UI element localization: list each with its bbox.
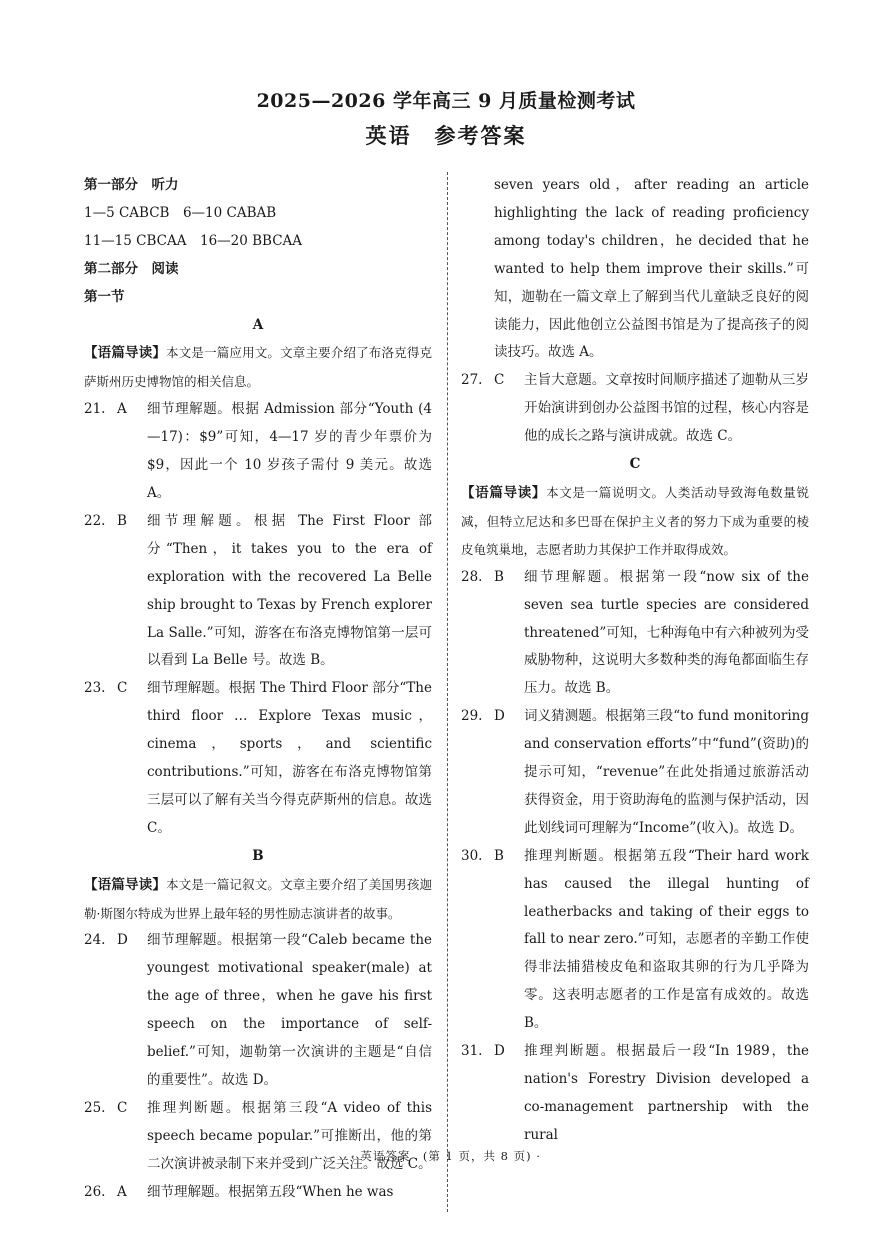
question-number: 28. (461, 568, 483, 585)
listening-answers-1: 1—5 CABCB 6—10 CABAB (84, 204, 277, 221)
question-explanation: 细节理解题。根据 The First Floor 部分“Then，it takes you to the era of exploration with the recovered La Belle ship brought to Texas by French explorer La Salle.”可知，游客在布洛克博物馆第一层可以看到 La Belle 号。故选 B。 (147, 512, 432, 669)
question-25 (84, 1095, 432, 1179)
question-answer: D (494, 1043, 505, 1060)
section1-heading: 第一节 (84, 288, 125, 305)
question-answer: C (494, 372, 505, 389)
passage-a-guide (84, 339, 432, 396)
question-answer: D (494, 708, 505, 725)
question-number: 21. (84, 401, 106, 418)
question-explanation: 推理判断题。根据最后一段“In 1989，the nation's Forestry Division developed a co-management partnership with the rural (524, 1043, 809, 1143)
question-number: 30. (461, 847, 483, 864)
question-number: 31. (461, 1043, 483, 1060)
guide-label: 【语篇导读】 (84, 345, 167, 362)
question-number: 27. (461, 372, 483, 389)
question-explanation: 推理判断题。根据第五段“Their hard work has caused the illegal hunting of leatherbacks and taking of their eggs to fall to near zero.”可知，志愿者的辛勤工作使得非法捕猎棱皮龟和盗取其卵的行为几乎降为零。这表明志愿者的工作是富有成效的。故选 B。 (524, 847, 809, 1032)
guide-label: 【语篇导读】 (84, 876, 167, 893)
question-explanation: 细节理解题。根据 The Third Floor 部分“The third floor … Explore Texas music，cinema，sports，and scientific contributions.”可知，游客在布洛克博物馆第三层可以了解有关当今得克萨斯州的信息。故选 C。 (147, 680, 432, 836)
question-answer: A (117, 1183, 127, 1200)
question-answer: C (117, 1099, 128, 1116)
question-number: 24. (84, 932, 106, 949)
question-explanation: 主旨大意题。文章按时间顺序描述了迦勒从三岁开始演讲到创办公益图书馆的过程，核心内容是他的成长之路与演讲成就。故选 C。 (524, 372, 809, 445)
passage-b-guide (84, 871, 432, 928)
question-answer: B (117, 512, 127, 529)
question-22 (84, 508, 432, 675)
passage-c-heading: C (629, 456, 641, 473)
page-footer: · 英语答案 (第 1 页，共 8 页) · (351, 1149, 541, 1163)
guide-label: 【语篇导读】 (461, 484, 547, 501)
question-21 (84, 396, 432, 508)
question-explanation: 细节理解题。根据第五段“When he was (147, 1183, 394, 1200)
question-answer: B (494, 847, 504, 864)
question-24 (84, 927, 432, 1094)
question-31 (461, 1038, 809, 1150)
listening-answers-2: 11—15 CBCAA 16—20 BBCAA (84, 232, 303, 249)
guide-text: 本文是一篇应用文。文章主要介绍了布洛克得克萨斯州历史博物馆的相关信息。 (84, 345, 432, 390)
question-explanation: 细节理解题。根据第一段“Caleb became the youngest motivational speaker(male) at the age of three，when he gave his first speech on the importance of self-belief.”可知，迦勒第一次演讲的主题是“自信的重要性”。故选 D。 (147, 932, 432, 1088)
column-divider (447, 172, 448, 1212)
left-column (84, 172, 432, 1207)
question-answer: B (494, 568, 504, 585)
question-number: 22. (84, 512, 106, 529)
question-27 (461, 367, 809, 451)
question-explanation: 细节理解题。根据 Admission 部分“Youth (4—17)：$9”可知，4—17 岁的青少年票价为 $9，因此一个 10 岁孩子需付 9 美元。故选 A。 (147, 401, 432, 501)
question-answer: A (117, 401, 127, 418)
question-number: 23. (84, 680, 106, 697)
question-30 (461, 843, 809, 1038)
question-26-continued: seven years old，after reading an article highlighting the lack of reading proficiency among today's children，he decided that he wanted to help them improve their skills.”可知，迦勒在一篇文章上了解到当代儿童缺乏良好的阅读能力，因此他创立公益图书馆是为了提高孩子的阅读技巧。故选 A。 (494, 177, 809, 361)
passage-a-heading: A (252, 316, 264, 333)
question-23 (84, 675, 432, 842)
passage-c-guide (461, 479, 809, 564)
question-26 (84, 1179, 432, 1207)
guide-text: 本文是一篇说明文。人类活动导致海龟数量锐减，但特立尼达和多巴哥在保护主义者的努力下成为重要的棱皮龟筑巢地，志愿者助力其保护工作并取得成效。 (461, 484, 809, 557)
question-number: 29. (461, 708, 483, 725)
question-answer: D (117, 932, 128, 949)
passage-b-heading: B (252, 847, 264, 864)
part1-heading: 第一部分 听力 (84, 177, 179, 193)
right-column (461, 172, 809, 1150)
guide-text: 本文是一篇记叙文。文章主要介绍了美国男孩迦勒·斯图尔特成为世界上最年轻的男性励志演讲者的故事。 (84, 876, 432, 921)
question-number: 26. (84, 1183, 106, 1200)
question-number: 25. (84, 1099, 106, 1116)
question-explanation: 词义猜测题。根据第三段“to fund monitoring and conservation efforts”中“fund”(资助)的提示可知，“revenue”在此处指通过旅游活动获得资金，用于资助海龟的监测与保护活动，因此划线词可理解为“Income”(收入)。故选 D。 (524, 708, 809, 836)
question-29 (461, 703, 809, 843)
question-explanation: 细节理解题。根据第一段“now six of the seven sea turtle species are considered threatened”可知，七种海龟中有六种被列为受威胁物种，这说明大多数种类的海龟都面临生存压力。故选 B。 (524, 568, 809, 697)
part2-heading: 第二部分 阅读 (84, 260, 179, 277)
page-subtitle: 英语 参考答案 (365, 123, 527, 148)
question-answer: C (117, 680, 128, 697)
page-title: 2025—2026 学年高三 9 月质量检测考试 (256, 90, 636, 112)
question-explanation: 推理判断题。根据第三段“A video of this speech became popular.”可推断出，他的第二次演讲被录制下来并受到广泛关注。故选 C。 (147, 1099, 432, 1172)
question-28 (461, 564, 809, 704)
